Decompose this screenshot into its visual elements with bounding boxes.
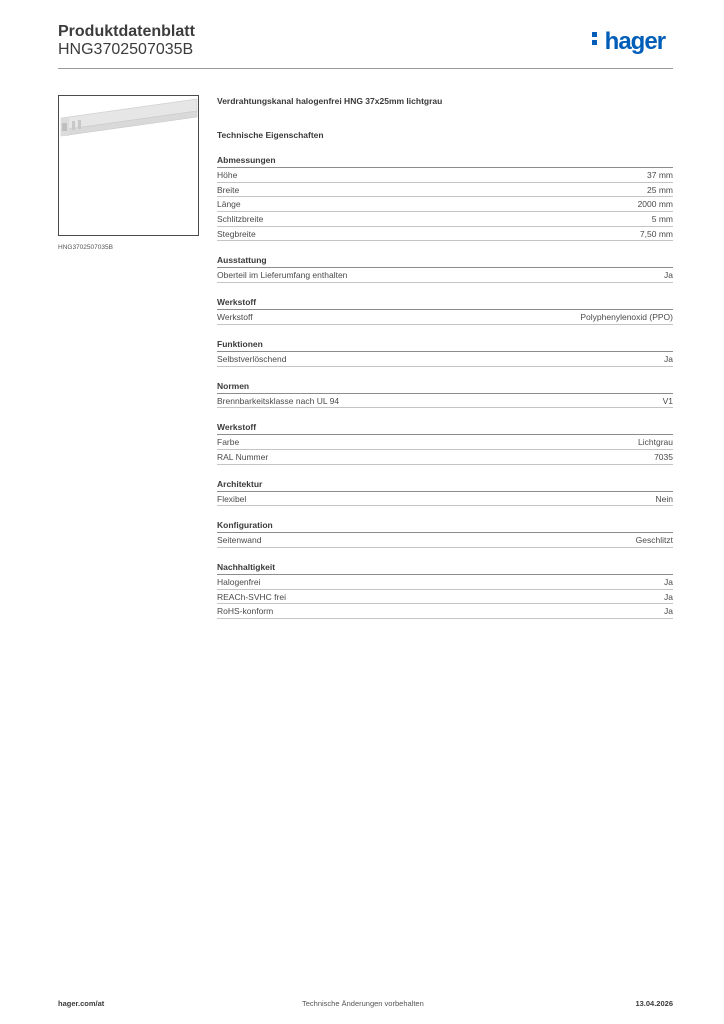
spec-section: [217, 561, 673, 619]
section-title: Werkstoff: [217, 421, 673, 435]
spec-row: [217, 197, 673, 212]
logo-text: hager: [604, 28, 666, 55]
spec-value: 37 mm: [647, 170, 673, 180]
spec-label: Höhe: [217, 170, 238, 180]
section-title: Nachhaltigkeit: [217, 561, 673, 575]
spec-value: Nein: [655, 493, 673, 504]
spec-section: [217, 154, 673, 241]
header-divider: [58, 68, 673, 69]
spec-label: Flexibel: [217, 493, 247, 504]
spec-label: RAL Nummer: [217, 451, 269, 462]
spec-label: Werkstoff: [217, 312, 253, 323]
spec-row: [217, 575, 673, 590]
spec-value: 7,50 mm: [639, 228, 673, 239]
spec-section: [217, 380, 673, 409]
spec-label: Halogenfrei: [217, 576, 261, 587]
hager-logo: [592, 28, 676, 56]
spec-value: 2000 mm: [637, 199, 673, 210]
spec-label: RoHS-konform: [217, 606, 274, 617]
product-code-heading: HNG3702507035B: [58, 41, 194, 58]
spec-row: [217, 492, 673, 507]
section-title: Werkstoff: [217, 296, 673, 310]
spec-label: Selbstverlöschend: [217, 353, 287, 364]
spec-content: [217, 95, 673, 619]
footer-date: 13.04.2026: [635, 999, 673, 1008]
spec-section: [217, 296, 673, 325]
section-title: Funktionen: [217, 338, 673, 352]
section-title: Ausstattung: [217, 254, 673, 268]
spec-value: Polyphenylenoxid (PPO): [580, 312, 673, 323]
spec-row: [217, 435, 673, 450]
spec-value: Ja: [664, 270, 673, 281]
spec-label: Oberteil im Lieferumfang enthalten: [217, 270, 348, 281]
spec-label: Seitenwand: [217, 535, 262, 546]
spec-row: [217, 590, 673, 605]
spec-value: 7035: [654, 451, 673, 462]
spec-row: [217, 533, 673, 548]
tech-properties-heading: Technische Eigenschaften: [217, 130, 324, 140]
spec-label: Breite: [217, 184, 240, 195]
cable-duct-illustration: [59, 96, 198, 235]
spec-section: [217, 254, 673, 283]
spec-row: [217, 450, 673, 465]
spec-row: [217, 212, 673, 227]
spec-value: Ja: [664, 591, 673, 602]
spec-label: Stegbreite: [217, 228, 256, 239]
spec-value: Geschlitzt: [635, 535, 673, 546]
image-caption: HNG3702507035B: [58, 244, 113, 251]
section-title: Architektur: [217, 478, 673, 492]
spec-label: Länge: [217, 199, 241, 210]
spec-section: [217, 421, 673, 464]
spec-value: Ja: [664, 576, 673, 587]
spec-value: Ja: [664, 606, 673, 617]
product-image: [58, 95, 199, 236]
product-name: Verdrahtungskanal halogenfrei HNG 37x25mm lichtgrau: [217, 96, 443, 106]
spec-section: [217, 519, 673, 548]
spec-row: [217, 183, 673, 198]
spec-label: Schlitzbreite: [217, 214, 264, 225]
spec-sections: [217, 154, 673, 619]
footer-website: hager.com/at: [58, 999, 105, 1008]
spec-row: [217, 394, 673, 409]
spec-row: [217, 604, 673, 619]
spec-value: 5 mm: [651, 214, 673, 225]
spec-row: [217, 268, 673, 283]
spec-value: V1: [662, 395, 673, 406]
document-title: Produktdatenblatt: [58, 23, 195, 40]
section-title: Normen: [217, 380, 673, 394]
spec-row: [217, 227, 673, 242]
spec-label: Brennbarkeitsklasse nach UL 94: [217, 395, 340, 406]
spec-value: Ja: [664, 353, 673, 364]
spec-value: 25 mm: [647, 184, 673, 195]
spec-value: Lichtgrau: [638, 437, 673, 448]
spec-row: [217, 168, 673, 183]
logo-dots-icon: [592, 28, 598, 46]
spec-label: Farbe: [217, 437, 240, 448]
spec-row: [217, 310, 673, 325]
footer-note: Technische Änderungen vorbehalten: [302, 999, 424, 1008]
spec-section: [217, 338, 673, 367]
section-title: Konfiguration: [217, 519, 673, 533]
spec-row: [217, 352, 673, 367]
spec-section: [217, 478, 673, 507]
spec-label: REACh-SVHC frei: [217, 591, 286, 602]
section-title: Abmessungen: [217, 154, 673, 168]
